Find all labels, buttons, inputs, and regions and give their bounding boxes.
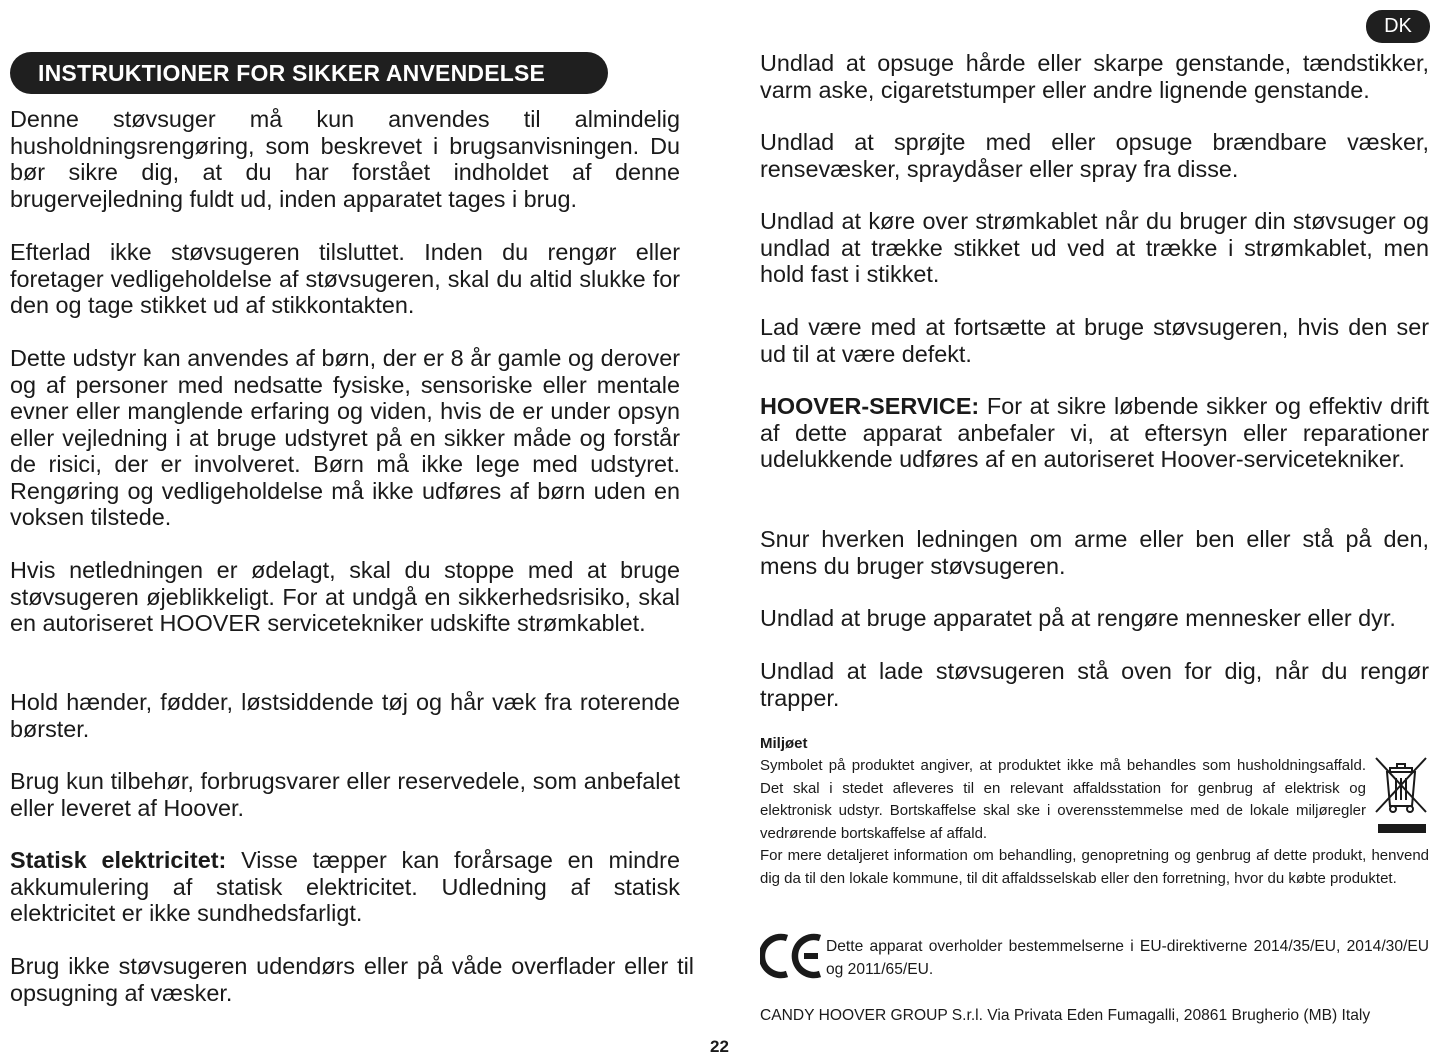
environment-title: Miljøet: [760, 735, 808, 752]
paragraph-flammable-liquids: Undlad at sprøjte med eller opsuge brændbare væsker, rensevæsker, spraydåser eller spray fra disse.: [760, 129, 1429, 182]
static-electricity-label: Statisk elektricitet:: [10, 847, 227, 873]
hoover-service-label: HOOVER-SERVICE:: [760, 393, 980, 419]
company-address: CANDY HOOVER GROUP S.r.l. Via Privata Eden Fumagalli, 20861 Brugherio (MB) Italy: [760, 1007, 1371, 1024]
environment-paragraph-symbol: Symbolet på produktet angiver, at produktet ikke må behandles som husholdningsaffald. Det skal i stedet afleveres til en relevant affaldsstation for genbrug af elektrisk og elektronisk udstyr. Bortskaffelse skal ske i overensstemmelse med de lokale miljøregler vedrørende bortskaffelse af affald.: [760, 757, 1366, 842]
section-title: INSTRUKTIONER FOR SIKKER ANVENDELSE: [10, 52, 608, 94]
hoover-service-text: For at sikre løbende sikker og effektiv drift af dette apparat anbefaler vi, at eftersyn eller reparationer udelukkende udføres af en autoriseret Hoover-servicetekniker.: [760, 393, 1429, 472]
ce-mark-icon: [760, 930, 824, 982]
right-column: [760, 0, 1429, 1064]
static-electricity-text: Visse tæpper kan forårsage en mindre akkumulering af statisk elektricitet. Udledning af statisk elektricitet er ikke sundhedsfarligt.: [10, 847, 680, 926]
crossed-out-wheelie-bin-icon: [1372, 754, 1430, 838]
paragraph-cable: Undlad at køre over strømkablet når du bruger din støvsuger og undlad at trække stikket ud ved at trække i strømkablet, men hold fast i stikket.: [760, 208, 1429, 287]
left-column: [10, 0, 694, 1064]
page-number: 22: [710, 1037, 729, 1056]
paragraph-children: Dette udstyr kan anvendes af børn, der er 8 år gamle og derover og af personer med nedsatte fysiske, sensoriske eller mentale evner eller manglende erfaring og viden, hvis de er under opsyn eller vejledning i at bruge udstyret på en sikker måde og forstår de risici, der er involveret. Børn må ikke lege med udstyret. Rengøring og vedligeholdelse må ikke udføres af børn uden en voksen tilstede.: [10, 345, 680, 530]
paragraph-static-electricity: [10, 847, 680, 927]
paragraph-cord-wrap: Snur hverken ledningen om arme eller ben eller stå på den, mens du bruger støvsugeren.: [760, 526, 1429, 579]
paragraph-unplug: Efterlad ikke støvsugeren tilsluttet. Inden du rengør eller foretager vedligeholdelse af støvsugeren, skal du altid slukke for den og tage stikket ud af stikkontakten.: [10, 239, 680, 318]
paragraph-hoover-service: [760, 393, 1429, 473]
environment-paragraph-info: For mere detaljeret information om behandling, genopretning og genbrug af dette produkt, henvend dig da til den lokale kommune, til dit affaldsselskab eller den forretning, hvor du købte produktet.: [760, 847, 1429, 887]
paragraph-stairs: Undlad at lade støvsugeren stå oven for dig, når du rengør trapper.: [760, 658, 1429, 711]
paragraph-defect: Lad være med at fortsætte at bruge støvsugeren, hvis den ser ud til at være defekt.: [760, 314, 1429, 367]
paragraph-outdoor-use: Brug ikke støvsugeren udendørs eller på våde overflader eller til opsugning af væsker.: [10, 953, 694, 1006]
paragraph-intended-use: Denne støvsuger må kun anvendes til almindelig husholdningsrengøring, som beskrevet i brugsanvisningen. Du bør sikre dig, at du har forstået indholdet af denne brugervejledning fuldt ud, inden apparatet tages i brug.: [10, 106, 680, 212]
paragraph-accessories: Brug kun tilbehør, forbrugsvarer eller reservedele, som anbefalet eller leveret af Hoover.: [10, 768, 680, 821]
paragraph-hard-objects: Undlad at opsuge hårde eller skarpe genstande, tændstikker, varm aske, cigaretstumper eller andre lignende genstande.: [760, 50, 1429, 103]
ce-compliance-text: Dette apparat overholder bestemmelserne i EU-direktiverne 2014/35/EU, 2014/30/EU og 2011/65/EU.: [826, 938, 1429, 978]
paragraph-people-animals: Undlad at bruge apparatet på at rengøre mennesker eller dyr.: [760, 605, 1396, 631]
language-badge: DK: [1366, 10, 1430, 43]
paragraph-rotating-brushes: Hold hænder, fødder, løstsiddende tøj og hår væk fra roterende børster.: [10, 689, 680, 742]
paragraph-power-cord: Hvis netledningen er ødelagt, skal du stoppe med at bruge støvsugeren øjeblikkeligt. For at undgå en sikkerhedsrisiko, skal en autoriseret HOOVER servicetekniker udskifte strømkablet.: [10, 557, 680, 636]
